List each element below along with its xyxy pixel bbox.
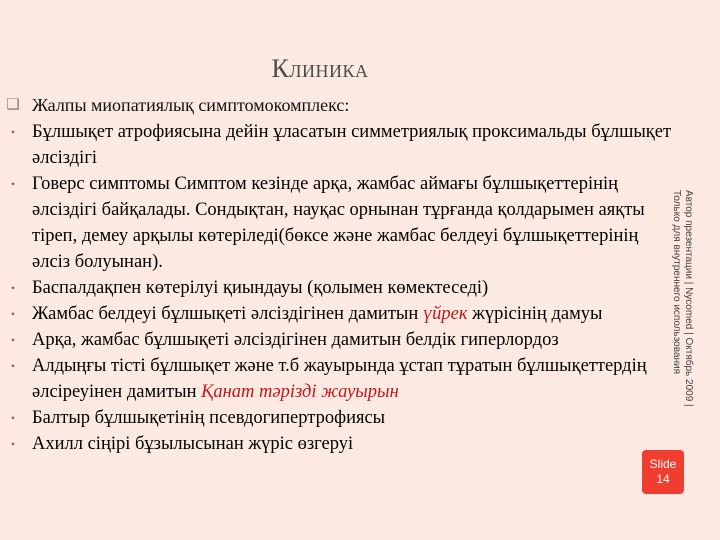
list-header: ❑ Жалпы миопатиялық симптомокомплекс: [4, 92, 672, 119]
bullet-icon: • [10, 307, 16, 321]
list-item: • Ахилл сіңірі бұзылысынан жүріс өзгеруі [4, 431, 672, 457]
slide-number-badge [642, 450, 684, 494]
list-item: • Бұлшықет атрофиясына дейін ұласатын симметриялық проксимальды бұлшықет әлсіздігі [4, 119, 672, 171]
list-item: • Жамбас белдеуі бұлшықеті әлсіздігінен дамитын үйрек жүрісінің дамуы [4, 301, 672, 327]
bullet-list [4, 92, 672, 457]
bullet-icon: • [10, 411, 16, 425]
badge-number: 14 [656, 472, 670, 486]
list-item: • Говерс симптомы Симптом кезінде арқа, жамбас аймағы бұлшықеттерінің әлсіздігі байқалады. Сондықтан, науқас орнынан тұрғанда қолдарымен аяқты тіреп, демеу арқылы көтеріледі(бөксе және жамбас белдеуі бұлшықеттерінің әлсіз болуынан). [4, 171, 672, 275]
slide-title: Клиника [271, 54, 369, 83]
bullet-icon: • [10, 359, 16, 373]
list-item: • Баспалдақпен көтерілуі қиындауы (қолымен көмектеседі) [4, 275, 672, 301]
list-item: • Арқа, жамбас бұлшықеті әлсіздігінен дамитын белдік гиперлордоз [4, 327, 672, 353]
highlight-term: үйрек [422, 304, 468, 324]
badge-label: Slide [649, 457, 677, 471]
list-item: • Балтыр бұлшықетінің псевдогипертрофиясы [4, 405, 672, 431]
bullet-icon: ❑ [6, 97, 20, 113]
bullet-icon: • [10, 125, 16, 139]
bullet-icon: • [10, 333, 16, 347]
bullet-icon: • [10, 281, 16, 295]
highlight-term: Қанат тәрізді жауырын [201, 382, 399, 402]
vertical-footer-note: Автор презентации | Nycomed | Октябрь 2009 | Только для внутреннего использования [671, 190, 694, 407]
list-item: • Алдыңғы тісті бұлшықет және т.б жауырында ұстап тұратын бұлшықеттердің әлсіреуінен дамитын Қанат тәрізді жауырын [4, 353, 672, 405]
bullet-icon: • [10, 177, 16, 191]
bullet-icon: • [10, 437, 16, 451]
